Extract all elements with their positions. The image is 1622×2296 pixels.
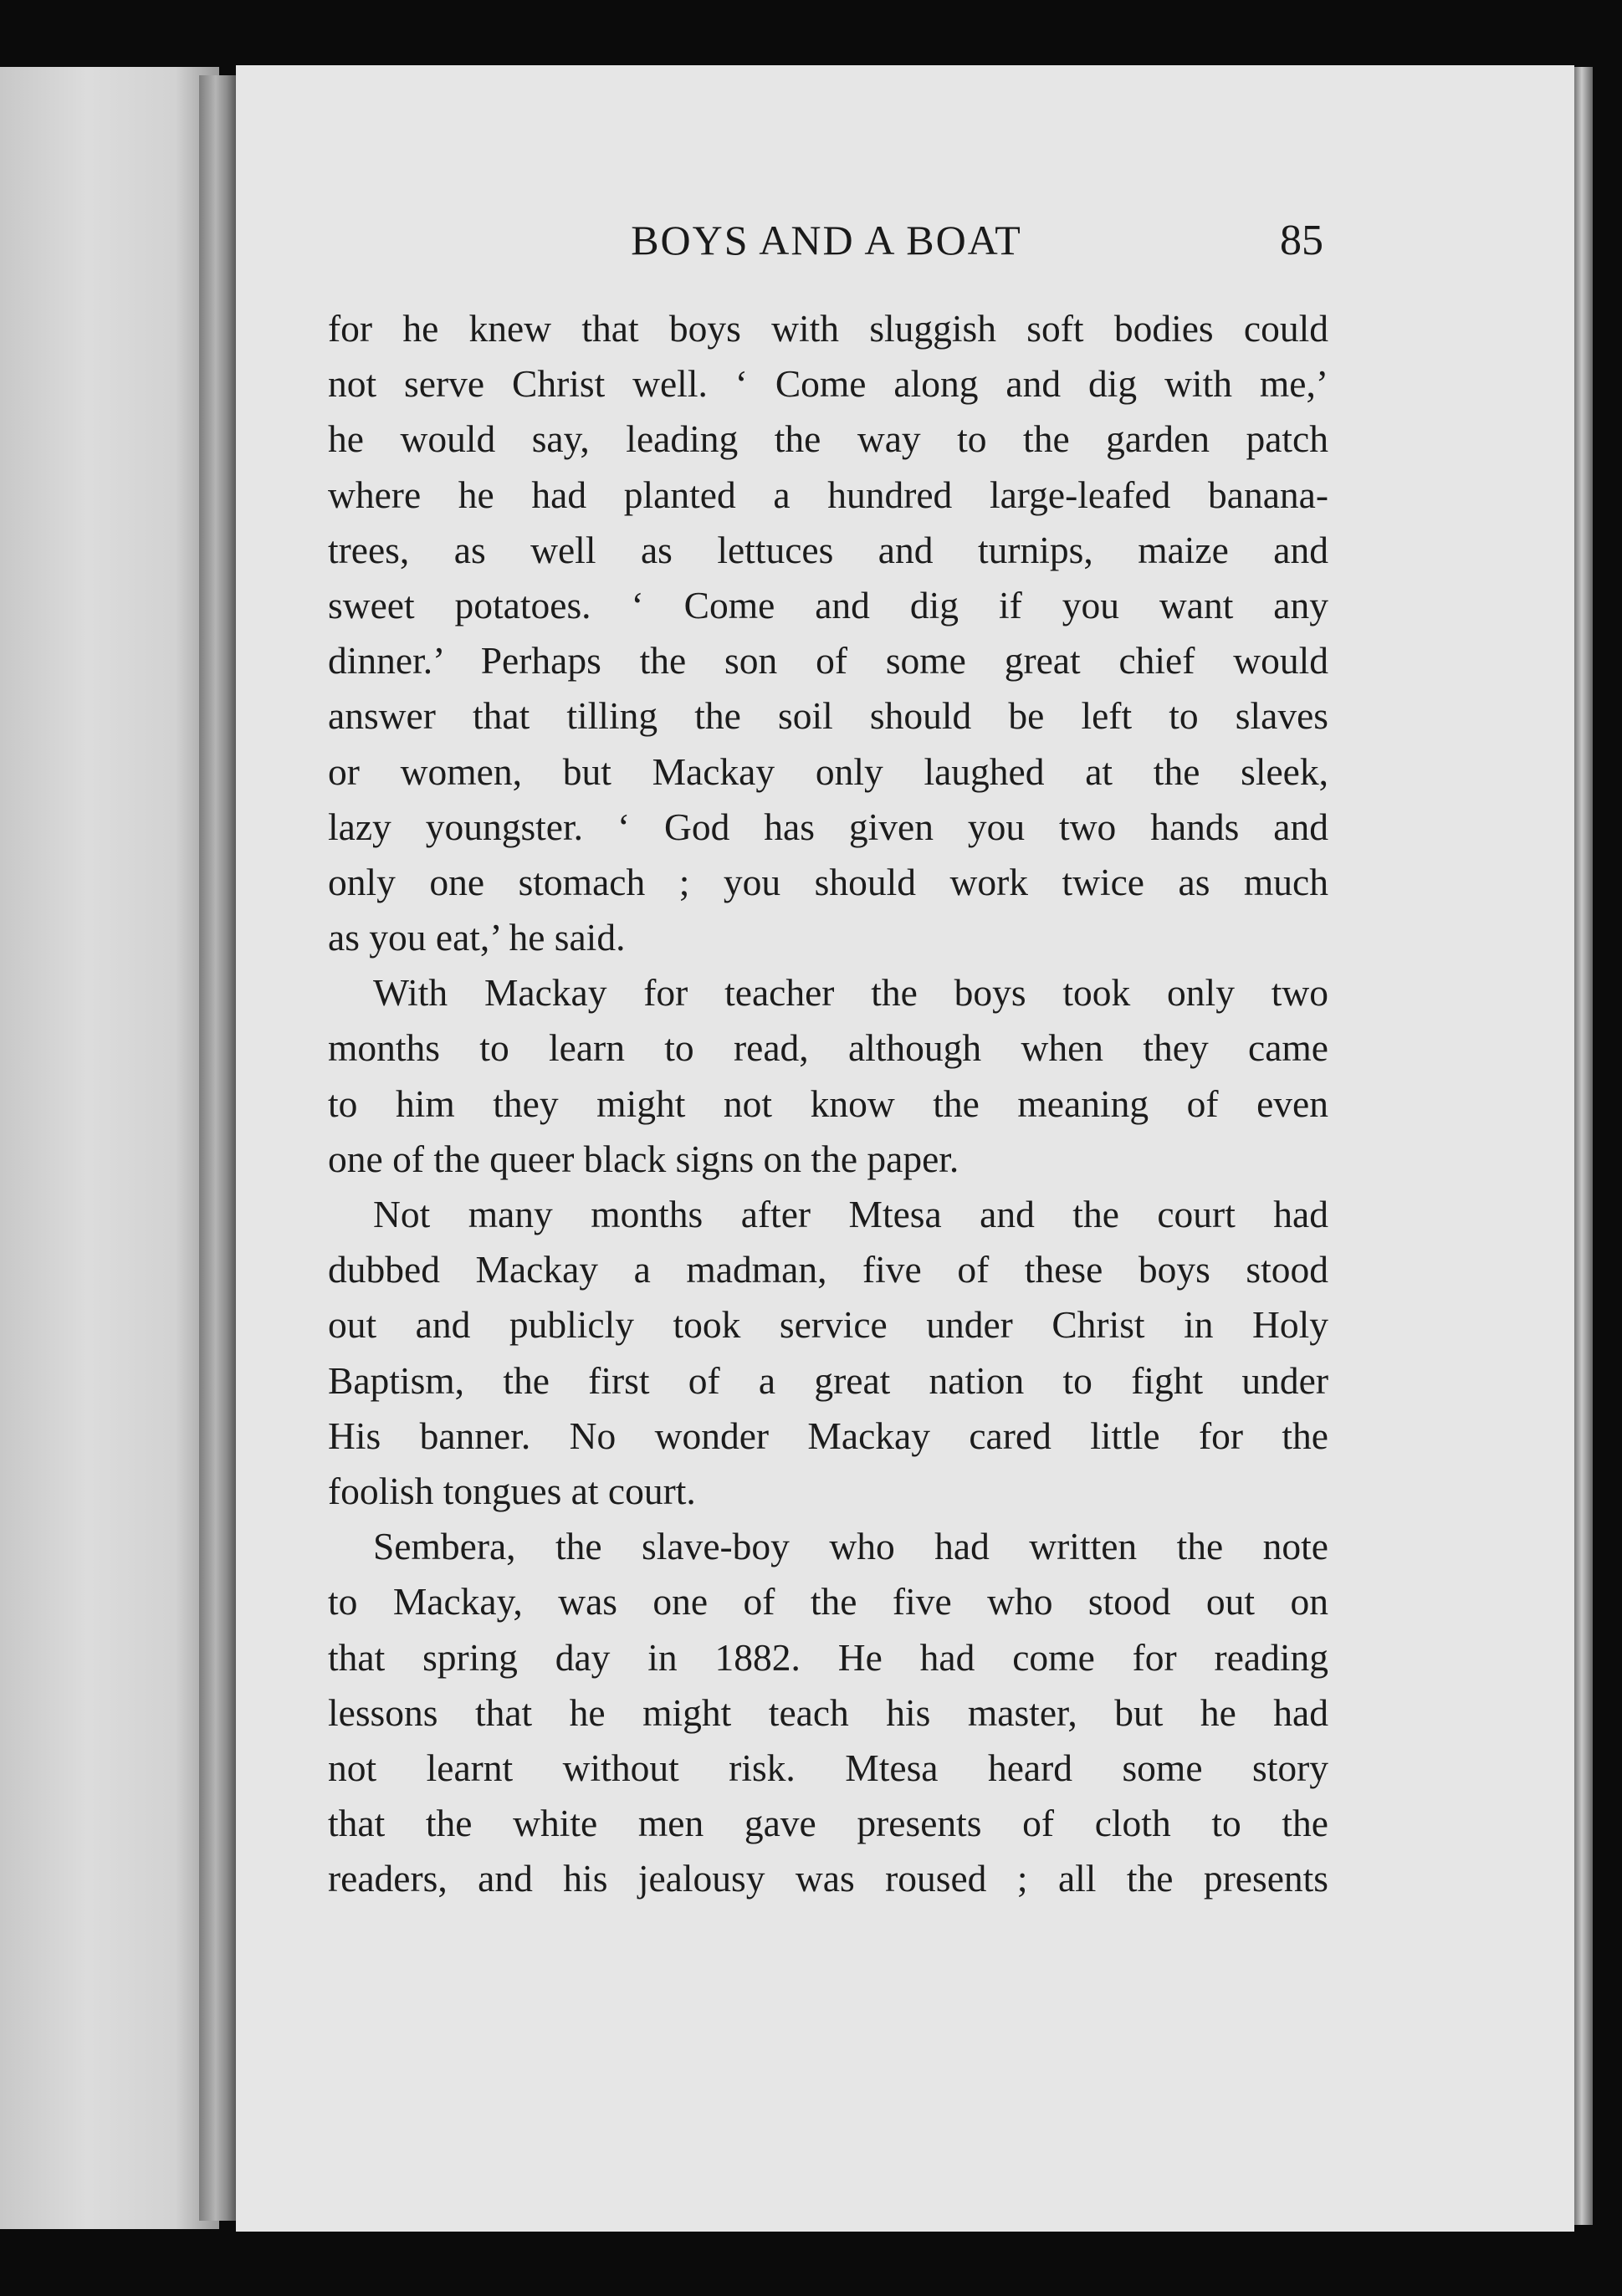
- text-line: not serve Christ well. ‘ Come along and dig with me,’: [328, 362, 1328, 406]
- running-head: BOYS AND A BOAT: [631, 217, 1022, 263]
- text-line: that spring day in 1882. He had come for reading: [328, 1635, 1328, 1679]
- text-line: not learnt without risk. Mtesa heard some story: [328, 1746, 1328, 1789]
- text-line: out and publicly took service under Christ in Holy: [328, 1303, 1328, 1347]
- text-line: lessons that he might teach his master, but he had: [328, 1690, 1328, 1734]
- page-number: 85: [1280, 217, 1323, 264]
- page-edge: [1574, 67, 1593, 2225]
- text-line: lazy youngster. ‘ God has given you two hands and: [328, 805, 1328, 848]
- text-line: His banner. No wonder Mackay cared little for the: [328, 1414, 1328, 1457]
- paragraph: [328, 965, 1328, 1187]
- text-line: sweet potatoes. ‘ Come and dig if you want any: [328, 583, 1328, 626]
- text-line: that the white men gave presents of cloth to the: [328, 1802, 1328, 1845]
- paragraph: [328, 1187, 1328, 1519]
- text-line: as you eat,’ he said.: [328, 916, 626, 959]
- text-line: to him they might not know the meaning of even: [328, 1082, 1328, 1125]
- left-page: [0, 67, 219, 2229]
- book-gutter: [199, 75, 236, 2221]
- paragraph: [328, 301, 1328, 965]
- text-line: Not many months after Mtesa and the court had: [373, 1193, 1328, 1235]
- text-line: for he knew that boys with sluggish soft bodies could: [328, 307, 1328, 350]
- text-line: months to learn to read, although when they came: [328, 1026, 1328, 1070]
- text-line: dinner.’ Perhaps the son of some great chief would: [328, 639, 1328, 683]
- text-line: With Mackay for teacher the boys took only two: [373, 971, 1328, 1015]
- paragraph: [328, 1519, 1328, 1906]
- text-line: readers, and his jealousy was roused ; all the presents: [328, 1857, 1328, 1900]
- text-line: trees, as well as lettuces and turnips, maize and: [328, 528, 1328, 571]
- text-line: foolish tongues at court.: [328, 1469, 696, 1512]
- text-line: where he had planted a hundred large-leafed banana-: [328, 473, 1328, 516]
- text-line: to Mackay, was one of the five who stood out on: [328, 1580, 1328, 1624]
- text-line: answer that tilling the soil should be left to slaves: [328, 694, 1328, 738]
- text-line: one of the queer black signs on the paper.: [328, 1137, 959, 1180]
- text-line: he would say, leading the way to the garden patch: [328, 417, 1328, 461]
- page-header: [328, 216, 1323, 266]
- text-line: only one stomach ; you should work twice as much: [328, 860, 1328, 903]
- text-line: dubbed Mackay a madman, five of these boys stood: [328, 1248, 1328, 1291]
- body-text: [328, 301, 1328, 1906]
- text-line: or women, but Mackay only laughed at the sleek,: [328, 749, 1328, 793]
- text-line: Sembera, the slave-boy who had written the note: [373, 1525, 1328, 1568]
- text-line: Baptism, the first of a great nation to fight under: [328, 1358, 1328, 1402]
